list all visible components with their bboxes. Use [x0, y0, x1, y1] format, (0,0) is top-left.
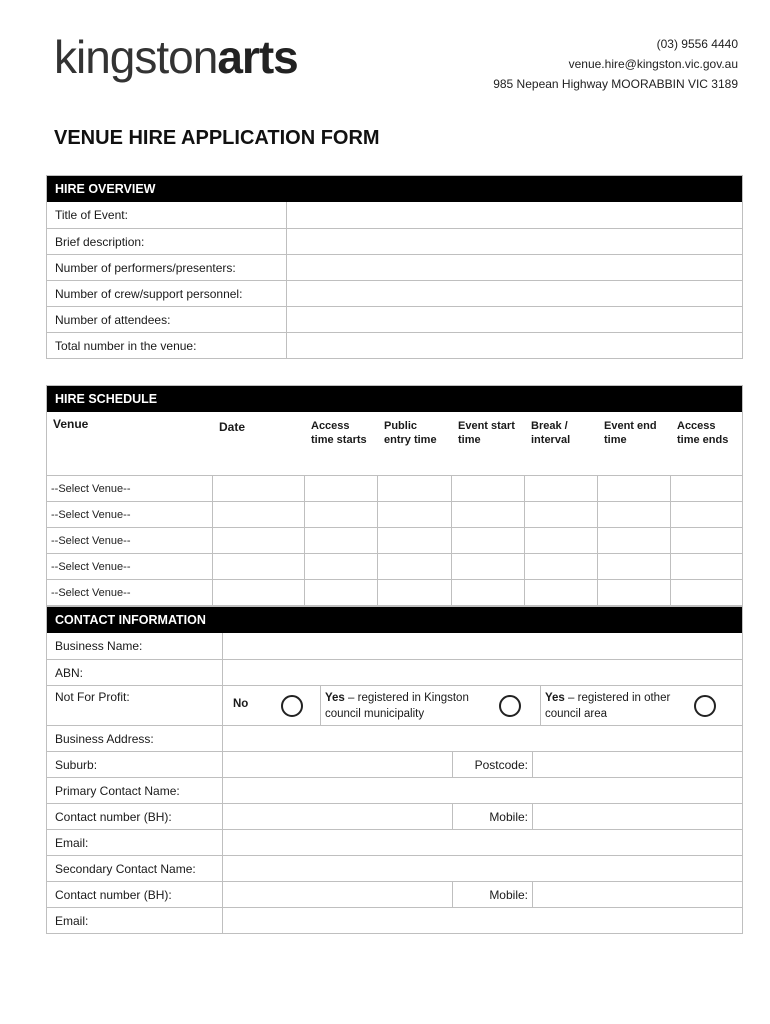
- col-access-start: Access time starts: [311, 420, 367, 446]
- secondary-contact-label: Secondary Contact Name:: [47, 856, 223, 881]
- business-name-label: Business Name:: [47, 633, 223, 659]
- secondary-contact-field[interactable]: [223, 856, 742, 881]
- overview-row: [47, 306, 742, 332]
- email-field-2[interactable]: [223, 908, 742, 933]
- email-label-2: Email:: [47, 908, 223, 933]
- schedule-cell[interactable]: [598, 476, 671, 501]
- radio-yes-other[interactable]: [694, 695, 716, 717]
- schedule-cell[interactable]: [213, 554, 305, 579]
- contact-information-header: CONTACT INFORMATION: [47, 607, 742, 633]
- hire-schedule-section: [46, 385, 743, 606]
- schedule-row: [47, 553, 742, 579]
- hire-schedule-header: HIRE SCHEDULE: [47, 386, 742, 412]
- abn-row: [47, 659, 742, 685]
- email-row-2: [47, 907, 742, 933]
- schedule-cell[interactable]: [378, 476, 452, 501]
- primary-contact-field[interactable]: [223, 778, 742, 803]
- not-for-profit-label: Not For Profit:: [47, 686, 223, 725]
- venue-select[interactable]: --Select Venue--: [47, 528, 213, 553]
- radio-yes-kingston[interactable]: [499, 695, 521, 717]
- schedule-cell[interactable]: [598, 580, 671, 605]
- option-no: [223, 686, 321, 725]
- schedule-cell[interactable]: [525, 580, 598, 605]
- contact-bh-row-1: [47, 803, 742, 829]
- col-event-start: Event start time: [458, 420, 515, 446]
- venue-select[interactable]: --Select Venue--: [47, 580, 213, 605]
- form-title: VENUE HIRE APPLICATION FORM: [54, 127, 380, 149]
- contact-bh-label-1: Contact number (BH):: [47, 804, 223, 829]
- business-address-label: Business Address:: [47, 726, 223, 751]
- postcode-label: Postcode:: [453, 752, 533, 777]
- schedule-cell[interactable]: [671, 476, 742, 501]
- option-yes-kingston: [321, 686, 541, 725]
- schedule-row: [47, 527, 742, 553]
- schedule-cell[interactable]: [452, 528, 525, 553]
- schedule-cell[interactable]: [452, 502, 525, 527]
- schedule-cell[interactable]: [452, 476, 525, 501]
- schedule-cell[interactable]: [305, 476, 378, 501]
- schedule-row: [47, 579, 742, 605]
- business-address-field[interactable]: [223, 726, 742, 751]
- schedule-cell[interactable]: [305, 502, 378, 527]
- overview-row-field[interactable]: [287, 307, 742, 332]
- overview-row-label: Brief description:: [47, 229, 287, 254]
- suburb-row: [47, 751, 742, 777]
- schedule-cell[interactable]: [213, 476, 305, 501]
- email-label-1: Email:: [47, 830, 223, 855]
- schedule-cell[interactable]: [213, 502, 305, 527]
- option-yes-other-label: Yes – registered in other council area: [545, 692, 671, 720]
- kingston-arts-logo: kingstonarts: [54, 31, 298, 83]
- overview-row-label: Number of performers/presenters:: [47, 255, 287, 280]
- header-phone: (03) 9556 4440: [656, 37, 738, 51]
- option-no-label: No: [233, 698, 249, 710]
- col-venue: Venue: [53, 417, 89, 431]
- schedule-cell[interactable]: [671, 554, 742, 579]
- overview-row: [47, 332, 742, 358]
- header-address: 985 Nepean Highway MOORABBIN VIC 3189: [493, 77, 738, 91]
- header-email: venue.hire@kingston.vic.gov.au: [568, 57, 738, 71]
- schedule-cell[interactable]: [452, 580, 525, 605]
- mobile-field-2[interactable]: [533, 882, 742, 907]
- col-break: Break / interval: [531, 420, 571, 446]
- contact-bh-row-2: [47, 881, 742, 907]
- primary-contact-row: [47, 777, 742, 803]
- overview-row-label: Number of crew/support personnel:: [47, 281, 287, 306]
- schedule-cell[interactable]: [213, 528, 305, 553]
- schedule-row: [47, 475, 742, 501]
- radio-no[interactable]: [281, 695, 303, 717]
- business-name-field[interactable]: [223, 633, 742, 659]
- venue-select[interactable]: --Select Venue--: [47, 502, 213, 527]
- schedule-cell[interactable]: [525, 554, 598, 579]
- schedule-cell[interactable]: [598, 554, 671, 579]
- schedule-cell[interactable]: [452, 554, 525, 579]
- overview-row-field[interactable]: [287, 281, 742, 306]
- venue-select[interactable]: --Select Venue--: [47, 554, 213, 579]
- mobile-label-2: Mobile:: [453, 882, 533, 907]
- venue-select[interactable]: --Select Venue--: [47, 476, 213, 501]
- mobile-label-1: Mobile:: [453, 804, 533, 829]
- overview-row-label: Title of Event:: [47, 202, 287, 228]
- suburb-label: Suburb:: [47, 752, 223, 777]
- overview-row: [47, 202, 742, 228]
- overview-row: [47, 280, 742, 306]
- abn-label: ABN:: [47, 660, 223, 685]
- contact-bh-field-2[interactable]: [223, 882, 453, 907]
- contact-information-section: [46, 606, 743, 934]
- col-access-end: Access time ends: [677, 420, 729, 446]
- overview-row-label: Number of attendees:: [47, 307, 287, 332]
- mobile-field-1[interactable]: [533, 804, 742, 829]
- secondary-contact-row: [47, 855, 742, 881]
- suburb-field[interactable]: [223, 752, 453, 777]
- col-public-entry: Public entry time: [384, 420, 437, 446]
- overview-row-label: Total number in the venue:: [47, 333, 287, 358]
- col-event-end: Event end time: [604, 420, 657, 446]
- not-for-profit-row: [47, 685, 742, 725]
- option-yes-other: [541, 686, 742, 725]
- schedule-cell[interactable]: [598, 502, 671, 527]
- header-contact-block: [493, 34, 738, 94]
- schedule-cell[interactable]: [378, 528, 452, 553]
- email-field-1[interactable]: [223, 830, 742, 855]
- schedule-cell[interactable]: [525, 476, 598, 501]
- hire-overview-header: HIRE OVERVIEW: [47, 176, 742, 202]
- schedule-cell[interactable]: [671, 528, 742, 553]
- schedule-row: [47, 501, 742, 527]
- schedule-cell[interactable]: [378, 554, 452, 579]
- hire-overview-section: [46, 175, 743, 359]
- postcode-field[interactable]: [533, 752, 742, 777]
- schedule-cell[interactable]: [305, 528, 378, 553]
- email-row-1: [47, 829, 742, 855]
- overview-row-field[interactable]: [287, 202, 742, 228]
- overview-row-field[interactable]: [287, 255, 742, 280]
- schedule-cell[interactable]: [598, 528, 671, 553]
- schedule-cell[interactable]: [378, 580, 452, 605]
- overview-row: [47, 228, 742, 254]
- overview-row-field[interactable]: [287, 229, 742, 254]
- option-yes-kingston-label: Yes – registered in Kingston council municipality: [325, 692, 469, 720]
- schedule-cell[interactable]: [378, 502, 452, 527]
- schedule-cell[interactable]: [305, 580, 378, 605]
- schedule-cell[interactable]: [305, 554, 378, 579]
- contact-bh-label-2: Contact number (BH):: [47, 882, 223, 907]
- schedule-cell[interactable]: [671, 580, 742, 605]
- col-date: Date: [219, 420, 246, 434]
- abn-field[interactable]: [223, 660, 742, 685]
- schedule-cell[interactable]: [525, 528, 598, 553]
- overview-row: [47, 254, 742, 280]
- contact-bh-field-1[interactable]: [223, 804, 453, 829]
- schedule-cell[interactable]: [525, 502, 598, 527]
- schedule-column-headers: [47, 412, 742, 475]
- schedule-cell[interactable]: [671, 502, 742, 527]
- business-address-row: [47, 725, 742, 751]
- schedule-cell[interactable]: [213, 580, 305, 605]
- overview-row-field[interactable]: [287, 333, 742, 358]
- primary-contact-label: Primary Contact Name:: [47, 778, 223, 803]
- business-name-row: [47, 633, 742, 659]
